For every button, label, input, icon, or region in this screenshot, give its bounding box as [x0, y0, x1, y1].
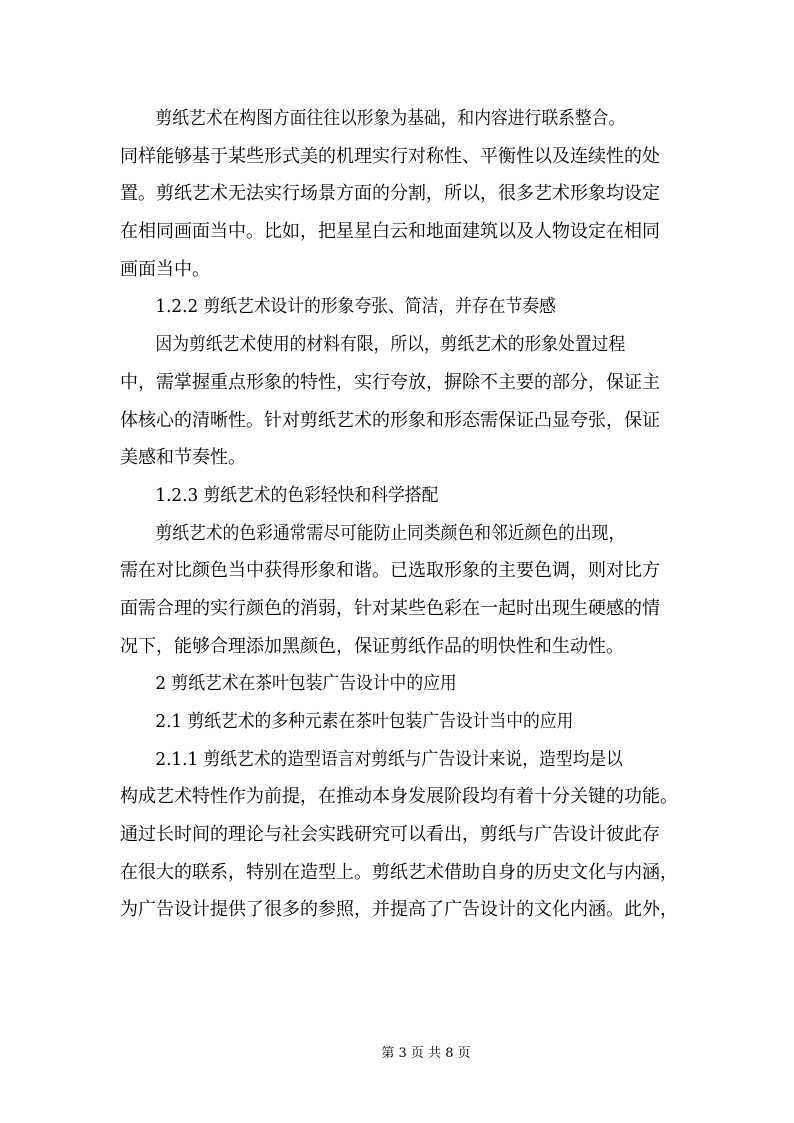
- text-line: 面需合理的实行颜色的消弱，针对某些色彩在一起时出现生硬感的情: [120, 597, 660, 619]
- text-line: 画面当中。: [120, 258, 210, 280]
- text-line: 况下，能够合理添加黑颜色，保证剪纸作品的明快性和生动性。: [120, 635, 624, 657]
- document-body: [120, 100, 680, 929]
- text-line: 同样能够基于某些形式美的机理实行对称性、平衡性以及连续性的处: [120, 145, 660, 167]
- text-line: 置。剪纸艺术无法实行场景方面的分割，所以，很多艺术形象均设定: [120, 183, 660, 205]
- text-line: 剪纸艺术在构图方面往往以形象为基础，和内容进行联系整合。: [155, 108, 626, 129]
- text-line: 因为剪纸艺术使用的材料有限，所以，剪纸艺术的形象处置过程: [155, 334, 626, 356]
- text-line: 2.1 剪纸艺术的多种元素在茶叶包装广告设计当中的应用: [155, 711, 574, 732]
- text-line: 在很大的联系，特别在造型上。剪纸艺术借助自身的历史文化与内涵，: [120, 861, 678, 883]
- text-line: 中，需掌握重点形象的特性，实行夸放，摒除不主要的部分，保证主: [120, 371, 660, 393]
- text-line: 需在对比颜色当中获得形象和谐。已选取形象的主要色调，则对比方: [120, 560, 660, 582]
- text-line: 体核心的清晰性。针对剪纸艺术的形象和形态需保证凸显夸张，保证: [120, 409, 660, 431]
- text-line: 通过长时间的理论与社会实践研究可以看出，剪纸与广告设计彼此存: [120, 824, 660, 846]
- text-line: 2.1.1 剪纸艺术的造型语言对剪纸与广告设计来说，造型均是以: [155, 748, 623, 770]
- text-line: 为广告设计提供了很多的参照，并提高了广告设计的文化内涵。此外，: [120, 899, 678, 921]
- text-line: 构成艺术特性作为前提，在推动本身发展阶段均有着十分关键的功能。: [120, 786, 678, 808]
- text-line: 2 剪纸艺术在茶叶包装广告设计中的应用: [155, 673, 457, 695]
- page-footer: 第 3 页 共 8 页: [381, 1046, 471, 1061]
- text-line: 美感和节奏性。: [120, 447, 246, 469]
- text-line: 1.2.2 剪纸艺术设计的形象夸张、简洁，并存在节奏感: [155, 296, 556, 318]
- text-line: 1.2.3 剪纸艺术的色彩轻快和科学搭配: [155, 484, 439, 506]
- text-line: 在相同画面当中。比如，把星星白云和地面建筑以及人物设定在相同: [120, 221, 660, 243]
- text-line: 剪纸艺术的色彩通常需尽可能防止同类颜色和邻近颜色的出现，: [155, 522, 626, 544]
